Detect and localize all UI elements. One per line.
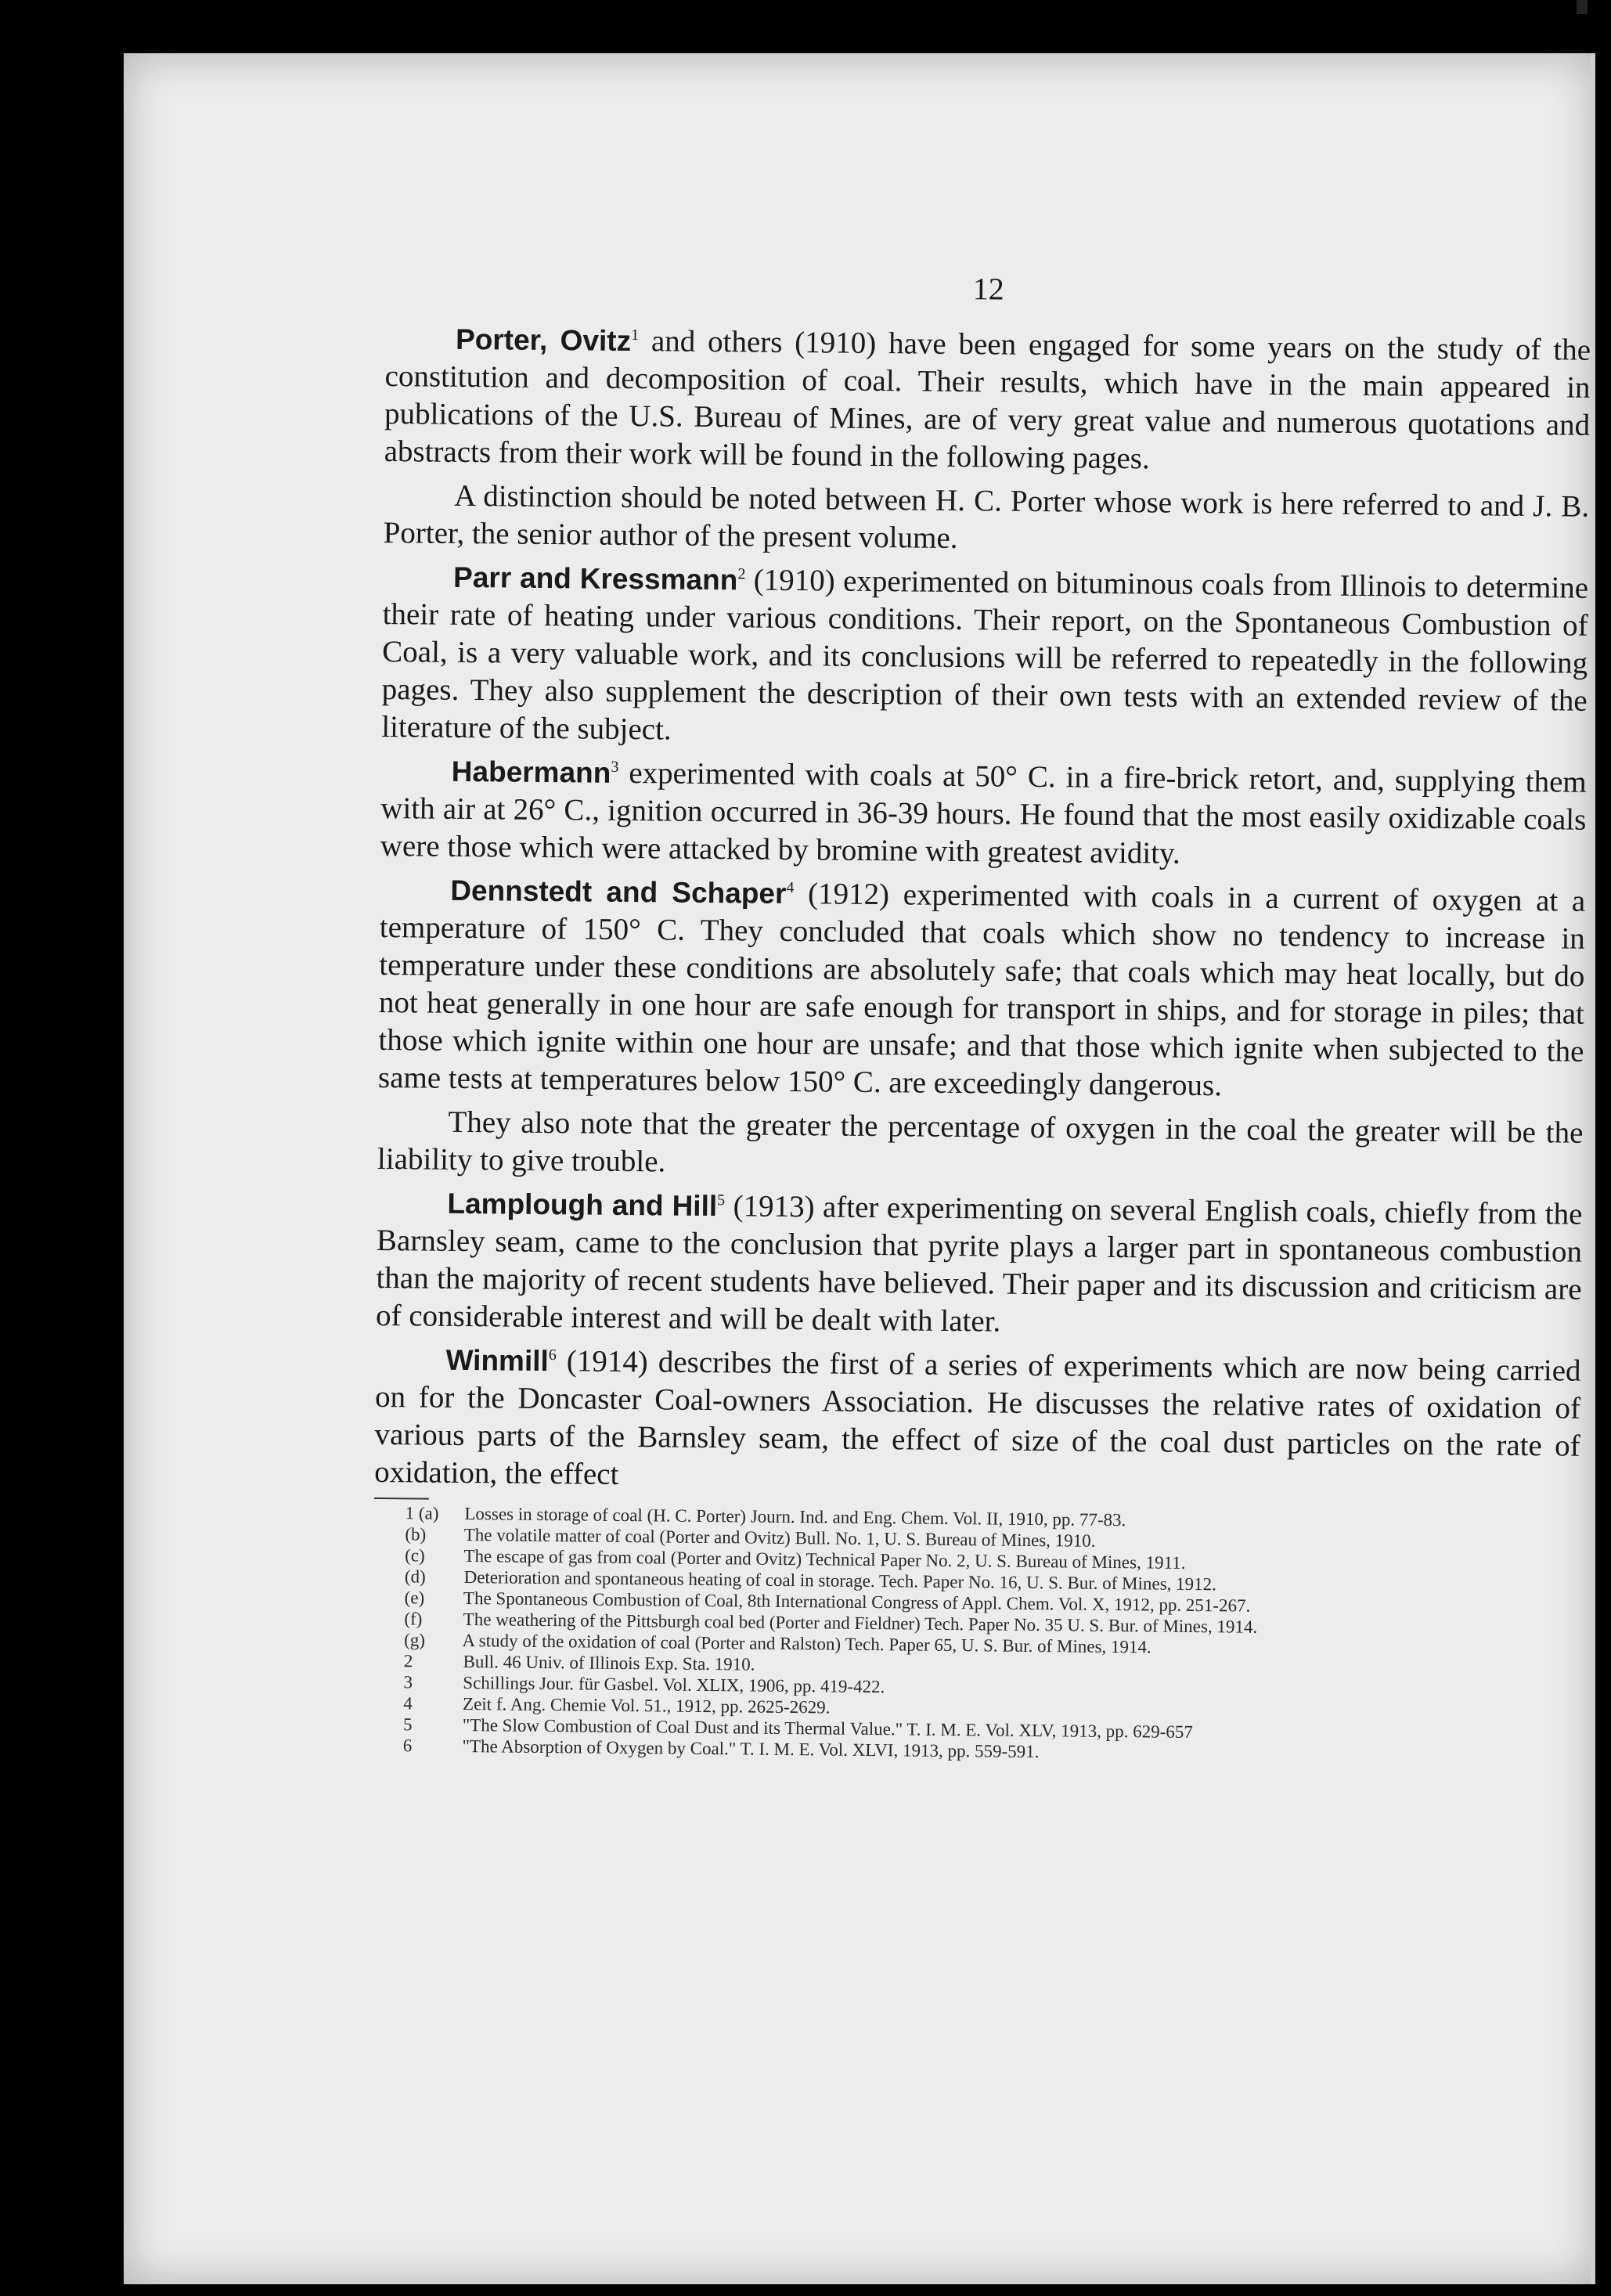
paragraph-text: (1912) experimented with coals in a current of oxygen at a temperature of 150° C. They concluded that coals which show no tendency to increase in temperature under these conditions are absolutely safe; that coals which may heat locally, but do not heat generally in one hour are safe enough for transport in ships, and for storage in piles; that those which ignite within one hour are unsafe; and that those which ignite when subjected to the same tests at temperatures below 150° C. are exceedingly dangerous. xyxy=(377,877,1586,1103)
footnote-text: Deterioration and spontaneous heating of coal in storage. Tech. Paper No. 16, U. S. Bur. of Mines, 1912. xyxy=(463,1567,1216,1595)
footnote-mark: 3 xyxy=(403,1672,413,1692)
paragraph xyxy=(376,1184,1583,1346)
footnote-mark: (g) xyxy=(404,1630,426,1650)
paragraph xyxy=(383,477,1589,564)
author-name: Winmill xyxy=(445,1343,549,1378)
paragraph xyxy=(378,871,1586,1108)
footnote-ref: 4 xyxy=(786,878,795,897)
author-name: Parr and Kressmann xyxy=(452,560,738,597)
footnote-text: The volatile matter of coal (Porter and Ovitz) Bull. No. 1, U. S. Bureau of Mines, 1910. xyxy=(463,1525,1096,1551)
footnote-ref: 3 xyxy=(611,758,619,776)
footnotes xyxy=(372,1502,1580,1768)
footnote-text: Bull. 46 Univ. of Illinois Exp. Sta. 1910. xyxy=(463,1652,755,1674)
paragraph-text: (1910) experimented on bituminous coals from Illinois to determine their rate of heating under various conditions. Their report, on the Spontaneous Combustion of Coal, is a very valuable work, and its conclusions will be referred to repeatedly in the following pages. They also supplement the description of their own tests with an extended review of the literature of the subject. xyxy=(381,563,1589,747)
footnote-text: The Spontaneous Combustion of Coal, 8th International Congress of Appl. Chem. Vol. X, 1912, pp. 251-267. xyxy=(463,1588,1251,1616)
paragraph xyxy=(374,1341,1581,1503)
body-text xyxy=(374,320,1591,1503)
author-name: Lamplough and Hill xyxy=(447,1187,718,1223)
footnote-ref: 2 xyxy=(737,565,746,583)
footnote-mark: 6 xyxy=(402,1736,413,1756)
paragraph-text: (1914) describes the first of a series of experiments which are now being carried on for the Doncaster Coal-owners Association. He discusses the relative rates of oxidation of various parts of the Barnsley seam, the effect of size of the coal dust particles on the rate of oxidation, the effect xyxy=(373,1344,1581,1491)
paragraph-text: (1913) after experimenting on several English coals, chiefly from the Barnsley seam, came to the conclusion that pyrite plays a larger part in spontaneous combustion than the majority of recent students have believed. Their paper and its discussion and criticism are of considerable interest and will be dealt with later. xyxy=(375,1189,1583,1339)
footnote-text: Losses in storage of coal (H. C. Porter) Journ. Ind. and Eng. Chem. Vol. II, 1910, pp. 77-83. xyxy=(464,1504,1126,1530)
footnote-text: Zeit f. Ang. Chemie Vol. 51., 1912, pp. 2625-2629. xyxy=(462,1694,831,1717)
footnote-text: The weathering of the Pittsburgh coal bed (Porter and Fieldner) Tech. Paper No. 35 U. S. Bur. of Mines, 1914. xyxy=(463,1609,1258,1637)
paragraph-text: experimented with coals at 50° C. in a fire-brick retort, and, supplying them with air at 26° C., ignition occurred in 36-39 hours. He found that the most easily oxidizable coals were those which were attacked by bromine with greatest avidity. xyxy=(380,755,1587,870)
footnote-mark: (f) xyxy=(404,1609,423,1629)
paragraph xyxy=(384,320,1591,482)
footnote-divider xyxy=(374,1498,429,1500)
footnote-mark: (c) xyxy=(405,1545,425,1566)
scan-corner-mark xyxy=(1577,0,1588,14)
footnote-text: "The Absorption of Oxygen by Coal." T. I. M. E. Vol. XLVI, 1913, pp. 559-591. xyxy=(462,1736,1040,1762)
paragraph xyxy=(377,1103,1584,1190)
footnote-text: Schillings Jour. für Gasbel. Vol. XLIX, 1906, pp. 419-422. xyxy=(463,1673,885,1697)
footnote-mark: (e) xyxy=(404,1588,425,1608)
paragraph-text: They also note that the greater the percentage of oxygen in the coal the greater will be the liability to give trouble. xyxy=(377,1105,1584,1179)
footnote-text: A study of the oxidation of coal (Porter and Ralston) Tech. Paper 65, U. S. Bur. of Mines, 1914. xyxy=(462,1631,1151,1657)
paragraph xyxy=(380,752,1587,877)
footnote-mark: 1 (a) xyxy=(405,1503,439,1523)
scanned-page xyxy=(124,53,1595,2284)
paragraph xyxy=(381,558,1588,758)
footnote-ref: 6 xyxy=(548,1346,557,1364)
page-number: 12 xyxy=(972,271,1004,307)
author-name: Habermann xyxy=(451,755,611,789)
footnote-mark: 2 xyxy=(403,1651,413,1671)
footnote-mark: (d) xyxy=(404,1566,426,1587)
footnote-text: The escape of gas from coal (Porter and Ovitz) Technical Paper No. 2, U. S. Bureau of Mines, 1911. xyxy=(463,1546,1186,1573)
footnote-mark: 4 xyxy=(403,1693,413,1714)
paragraph-text: and others (1910) have been engaged for some years on the study of the constitution and decomposition of coal. Their results, which have in the main appeared in publications of the U.S. Bureau of Mines, are of very great value and numerous quotations and abstracts from their work will be found in the following pages. xyxy=(384,324,1591,476)
footnote-mark: 5 xyxy=(402,1714,413,1735)
paragraph-text: A distinction should be noted between H. C. Porter whose work is here referred to and J. B. Porter, the senior author of the present volume. xyxy=(383,478,1590,556)
footnote-ref: 1 xyxy=(631,326,640,344)
footnote-ref: 5 xyxy=(717,1191,726,1209)
author-name: Porter, Ovitz xyxy=(455,323,632,358)
author-name: Dennstedt and Schaper xyxy=(450,874,787,910)
page-content xyxy=(372,265,1591,1768)
page-edge xyxy=(1591,53,1595,2284)
footnote-mark: (b) xyxy=(405,1524,427,1544)
footnote-text: "The Slow Combustion of Coal Dust and its Thermal Value." T. I. M. E. Vol. XLV, 1913, pp. 629-657 xyxy=(462,1715,1193,1742)
